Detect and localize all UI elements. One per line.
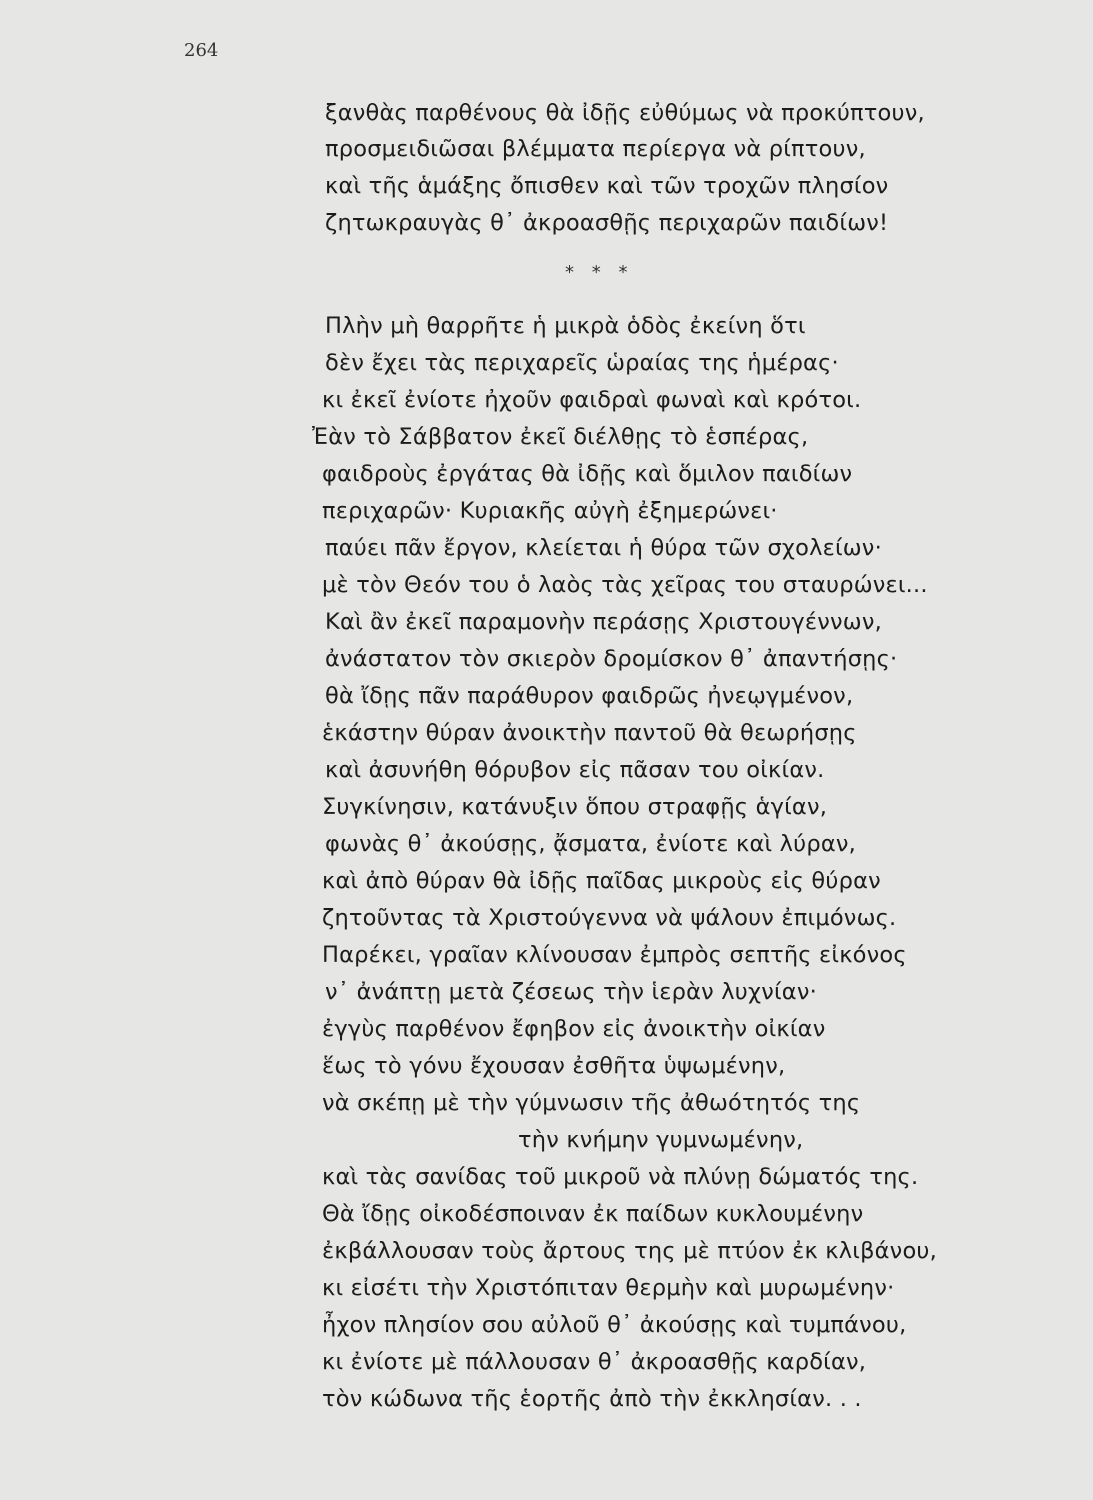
poem-line: παύει πᾶν ἔργον, κλείεται ἡ θύρα τῶν σχολείων·: [325, 535, 882, 561]
poem-line: προσμειδιῶσαι βλέμματα περίεργα νὰ ρίπτουν,: [325, 136, 866, 162]
poem-line: Παρέκει, γραῖαν κλίνουσαν ἐμπρὸς σεπτῆς εἰκόνος: [322, 942, 907, 968]
poem-line: ἀνάστατον τὸν σκιερὸν δρομίσκον θ᾽ ἀπαντήσῃς·: [325, 646, 898, 672]
poem-line: μὲ τὸν Θεόν του ὁ λαὸς τὰς χεῖρας του σταυρώνει...: [322, 572, 928, 598]
poem-line: καὶ τὰς σανίδας τοῦ μικροῦ νὰ πλύνῃ δώματός της.: [322, 1164, 919, 1190]
poem-line: ἐκβάλλουσαν τοὺς ἄρτους της μὲ πτύον ἐκ κλιβάνου,: [322, 1238, 937, 1264]
poem-line: κι ἐνίοτε μὲ πάλλουσαν θ᾽ ἀκροασθῇς καρδίαν,: [322, 1349, 867, 1375]
poem-line: ξανθὰς παρθένους θὰ ἰδῇς εὐθύμως νὰ προκύπτουν,: [325, 100, 925, 126]
poem-line: Καὶ ἂν ἐκεῖ παραμονὴν περάσῃς Χριστουγέννων,: [325, 609, 882, 635]
poem-line: καὶ ἀσυνήθη θόρυβον εἰς πᾶσαν του οἰκίαν.: [325, 757, 825, 783]
poem-line: Ἐὰν τὸ Σάββατον ἐκεῖ διέλθῃς τὸ ἑσπέρας,: [312, 424, 809, 450]
poem-line: τὸν κώδωνα τῆς ἑορτῆς ἀπὸ τὴν ἐκκλησίαν. . .: [322, 1386, 862, 1412]
section-separator: * * *: [565, 262, 634, 283]
poem-line: ζητωκραυγὰς θ᾽ ἀκροασθῇς περιχαρῶν παιδίων!: [325, 210, 889, 236]
poem-line: ἦχον πλησίον σου αὐλοῦ θ᾽ ἀκούσῃς καὶ τυμπάνου,: [322, 1312, 907, 1338]
poem-line: καὶ τῆς ἁμάξης ὄπισθεν καὶ τῶν τροχῶν πλησίον: [325, 173, 889, 199]
poem-line: Θὰ ἴδῃς οἰκοδέσποιναν ἐκ παίδων κυκλουμένην: [322, 1201, 864, 1227]
poem-line: Συγκίνησιν, κατάνυξιν ὅπου στραφῇς ἁγίαν,: [322, 794, 828, 820]
poem-line: Πλὴν μὴ θαρρῆτε ἡ μικρὰ ὁδὸς ἐκείνη ὅτι: [325, 313, 806, 339]
poem-line: ν᾽ ἀνάπτῃ μετὰ ζέσεως τὴν ἱερὰν λυχνίαν·: [325, 979, 817, 1005]
poem-line: φωνὰς θ᾽ ἀκούσῃς, ᾄσματα, ἐνίοτε καὶ λύραν,: [325, 831, 857, 857]
poem-line: ἐγγὺς παρθένον ἔφηβον εἰς ἀνοικτὴν οἰκίαν: [322, 1016, 826, 1042]
poem-line: δὲν ἔχει τὰς περιχαρεῖς ὡραίας της ἡμέρας·: [325, 350, 839, 376]
poem-line: νὰ σκέπῃ μὲ τὴν γύμνωσιν τῆς ἀθωότητός της: [322, 1090, 861, 1116]
poem-line: ἑκάστην θύραν ἀνοικτὴν παντοῦ θὰ θεωρήσῃς: [322, 720, 857, 746]
poem-line: θὰ ἴδῃς πᾶν παράθυρον φαιδρῶς ἠνεῳγμένον,: [325, 683, 854, 709]
poem-line: ἕως τὸ γόνυ ἔχουσαν ἐσθῆτα ὑψωμένην,: [322, 1053, 786, 1079]
poem-line: ζητοῦντας τὰ Χριστούγεννα νὰ ψάλουν ἐπιμόνως.: [322, 905, 897, 931]
poem-line: κι εἰσέτι τὴν Χριστόπιταν θερμὴν καὶ μυρωμένην·: [322, 1275, 895, 1301]
poem-line: φαιδροὺς ἐργάτας θὰ ἰδῇς καὶ ὅμιλον παιδίων: [322, 461, 853, 487]
poem-line: τὴν κνήμην γυμνωμένην,: [518, 1127, 804, 1153]
page-number: 264: [184, 40, 219, 61]
poem-line: κι ἐκεῖ ἐνίοτε ἠχοῦν φαιδραὶ φωναὶ καὶ κρότοι.: [322, 387, 862, 413]
poem-line: περιχαρῶν· Κυριακῆς αὐγὴ ἐξημερώνει·: [322, 498, 778, 524]
poem-line: καὶ ἀπὸ θύραν θὰ ἰδῇς παῖδας μικροὺς εἰς θύραν: [322, 868, 881, 894]
